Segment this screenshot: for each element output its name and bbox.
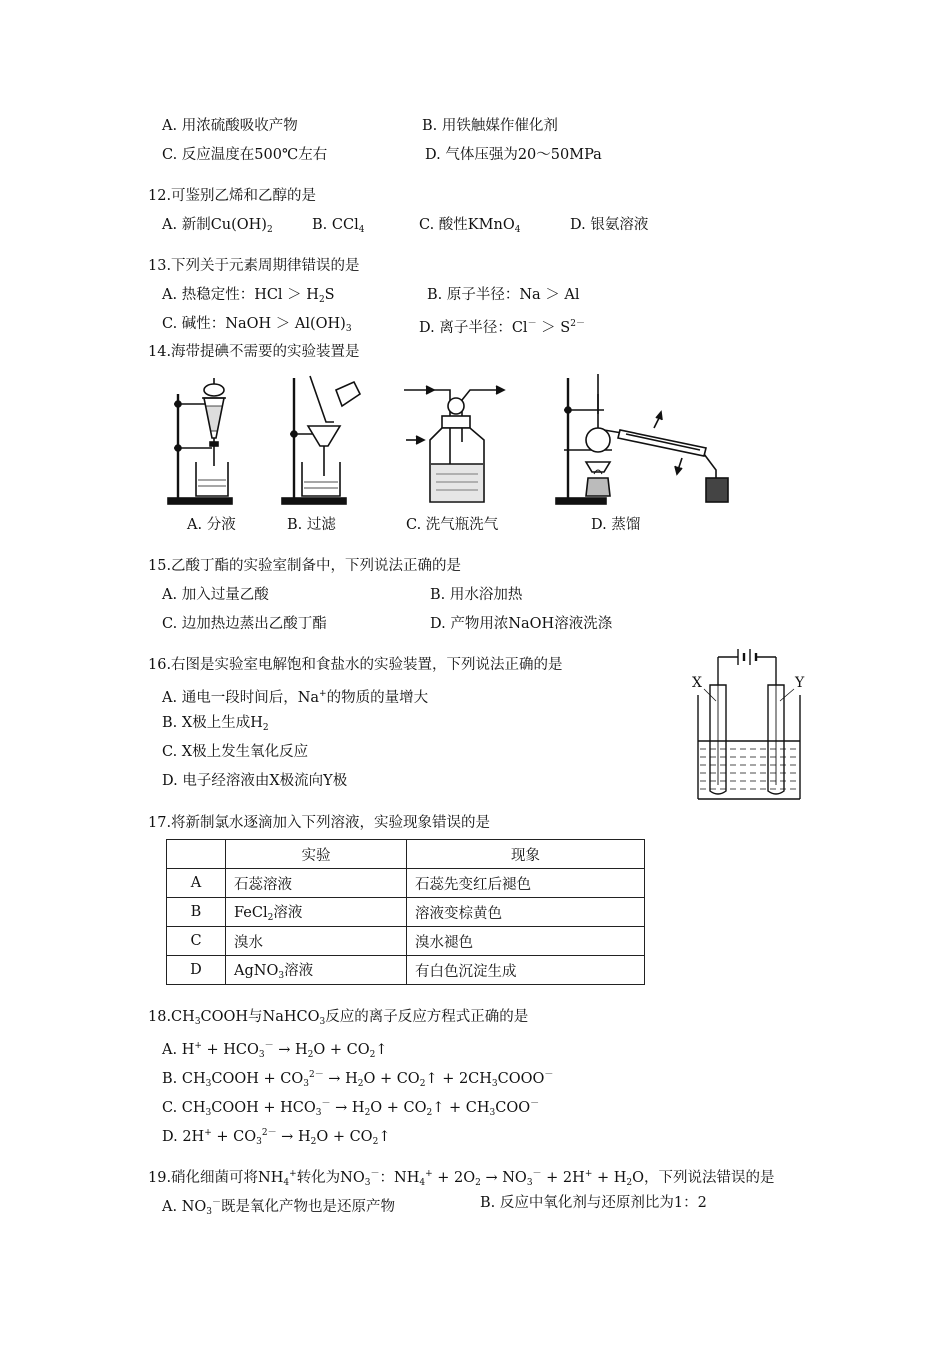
q11-option-a: A. 用浓硫酸吸收产物 [162,118,298,134]
q12-option-d: D. 银氨溶液 [570,217,649,233]
q17-stem: 17.将新制氯水逐滴加入下列溶液，实验现象错误的是 [148,815,491,831]
q15-option-d: D. 产物用浓NaOH溶液洗涤 [430,616,613,632]
q15-option-c: C. 边加热边蒸出乙酸丁酯 [162,616,327,632]
q18-option-a: A. $H^+ + HCO_3^- \to H_2O$ + $CO_2↑$ [162,1041,388,1060]
q13-option-a: A. 热稳定性：HCl ＞ $H_2S$ [162,287,335,305]
q18-option-c: C. $CH_3COOH + HCO_3^- \to H_2O$ + $CO_2↑ + CH_3COO^-$ [162,1099,540,1118]
table-row [167,898,645,927]
q18-stem: $18.CH_3COOH$与NaHCO$_3$反应的离子反应方程式正确的是 [148,1009,529,1027]
q14-option-b: B. 过滤 [287,517,336,533]
q19-option-b: B. 反应中氧化剂与还原剂比为1：2 [480,1195,707,1211]
q18-option-b: B. $CH_3COOH + CO_3^{2-} \to H_2O$ + $CO_2↑$ + $2CH_3COOO^-$ [162,1070,554,1089]
table-cell: 有白色沉淀生成 [407,956,645,985]
table-cell: FeCl$_2$溶液 [226,898,407,927]
electrolysis-figure [688,645,812,801]
table-header-cell [167,840,226,869]
table-cell: AgNO$_3$溶液 [226,956,407,985]
q16-option-a: A. 通电一段时间后，Na+的物质的量增大 [162,689,429,706]
q14-option-a: A. 分液 [187,517,236,533]
label-x: X [692,675,702,691]
table-cell: 溴水 [226,927,407,956]
table-header-row [167,840,645,869]
table-cell: 溶液变棕黄色 [407,898,645,927]
q16-stem: 16.右图是实验室电解饱和食盐水的实验装置，下列说法正确的是 [148,657,563,673]
q11-option-c: C. 反应温度在500℃左右 [162,147,328,163]
table-row [167,956,645,985]
q13-option-d: D. 离子半径：$Cl^- > S^{2-}$ [419,319,585,336]
q18-option-d: D. $2H^+ + CO_3^{2-} \to H_2O$ + $CO_2↑$ [162,1128,391,1147]
table-row [167,927,645,956]
table-cell: 石蕊溶液 [226,869,407,898]
q12-stem: 12.可鉴别乙烯和乙醇的是 [148,188,317,204]
filtration-figure [280,372,370,506]
q17-table [166,839,645,985]
q13-option-b: B. 原子半径：Na ＞ Al [427,287,580,303]
q16-option-c: C. X极上发生氧化反应 [162,744,309,760]
q19-option-a: A. $NO_3^-$既是氧化产物也是还原产物 [162,1198,396,1217]
q11-option-b: B. 用铁触媒作催化剂 [422,118,558,134]
q15-stem: 15.乙酸丁酯的实验室制备中，下列说法正确的是 [148,558,462,574]
table-row [167,869,645,898]
q13-stem: 13.下列关于元素周期律错误的是 [148,258,360,274]
q14-stem: 14.海带提碘不需要的实验装置是 [148,344,360,360]
q12-option-c: C. 酸性KMnO$_4$ [419,217,521,235]
table-cell: D [167,956,226,985]
table-cell: B [167,898,226,927]
q13-option-c: C. 碱性：NaOH ＞ $Al(OH)_3$ [162,316,352,334]
q14-option-d: D. 蒸馏 [591,517,641,533]
distillation-figure [554,374,734,508]
q12-option-b: B. CCl$_4$ [312,217,365,235]
gas-washing-bottle-figure [404,382,514,506]
q15-option-a: A. 加入过量乙酸 [162,587,269,603]
q16-option-d: D. 电子经溶液由X极流向Y极 [162,773,348,789]
q11-option-d: D. 气体压强为20～50MPa [425,147,602,163]
q15-option-b: B. 用水浴加热 [430,587,523,603]
table-cell: 溴水褪色 [407,927,645,956]
table-cell: C [167,927,226,956]
separatory-funnel-figure [166,376,246,506]
q12-option-a: A. 新制$Cu(OH)_2$ [162,217,273,235]
table-header-cell: 现象 [407,840,645,869]
table-cell: 石蕊先变红后褪色 [407,869,645,898]
table-cell: A [167,869,226,898]
table-header-cell: 实验 [226,840,407,869]
q16-option-b: B. X极上生成$H_2$ [162,715,269,733]
q14-option-c: C. 洗气瓶洗气 [406,517,499,533]
label-y: Y [795,675,805,691]
q19-stem: 19.硝化细菌可将$NH_4^+$转化为$NO_3^-$：$NH_4^+ + 2O_2 \to NO_3^- + 2H^+ + H_2O$，下列说法错误的是 [148,1169,775,1188]
